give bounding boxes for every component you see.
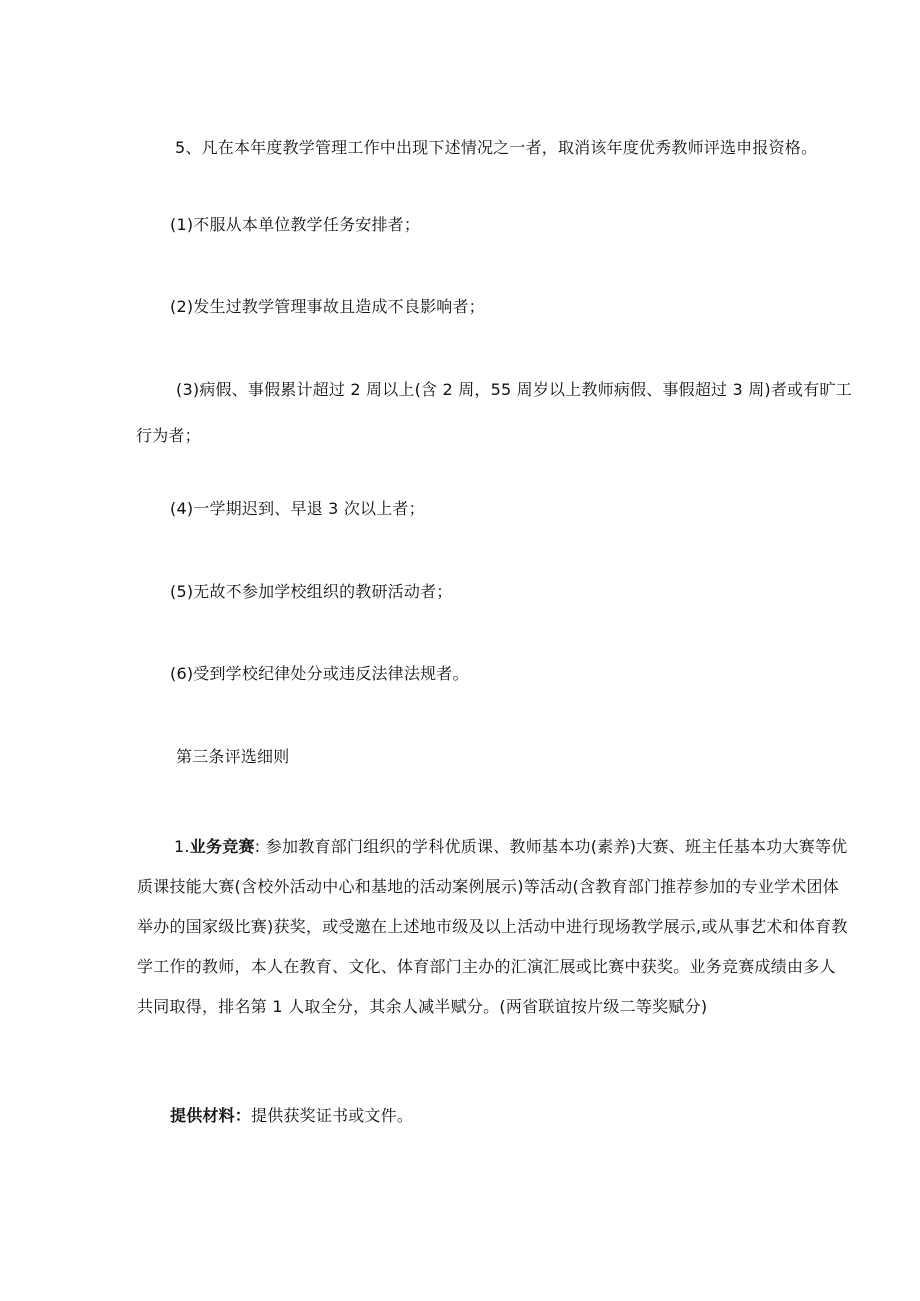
list-item-5: (5)无故不参加学校组织的教研活动者； xyxy=(170,582,453,601)
rule-1-line-2: 质课技能大赛(含校外活动中心和基地的活动案例展示)等活动(含教育部门推荐参加的专业学术团体 xyxy=(137,877,839,896)
rule-1-number: 1. xyxy=(174,837,190,856)
section-title: 第三条评选细则 xyxy=(176,747,290,766)
clause-5-paragraph: 5、凡在本年度教学管理工作中出现下述情况之一者，取消该年度优秀教师评选申报资格。 xyxy=(175,138,818,157)
rule-1-line-1 xyxy=(137,827,849,867)
list-item-6: (6)受到学校纪律处分或违反法律法规者。 xyxy=(170,664,469,683)
rule-1-line-3: 举办的国家级比赛)获奖，或受邀在上述地市级及以上活动中进行现场教学展示,或从事艺术和体育教 xyxy=(137,917,848,936)
list-item-3-line-2: 行为者； xyxy=(136,426,201,445)
rule-1-line-5: 共同取得，排名第 1 人取全分，其余人减半赋分。(两省联谊按片级二等奖赋分) xyxy=(137,997,708,1016)
rule-1-label: 业务竞赛 xyxy=(189,837,255,856)
rule-1-line-1-text: : 参加教育部门组织的学科优质课、教师基本功(素养)大赛、班主任基本功大赛等优 xyxy=(254,837,848,856)
list-item-3-line-1: (3)病假、事假累计超过 2 周以上(含 2 周，55 周岁以上教师病假、事假超过 3 周)者或有旷工 xyxy=(176,380,852,399)
list-item-1: (1)不服从本单位教学任务安排者； xyxy=(170,215,421,234)
rule-1-block xyxy=(137,827,849,1027)
rule-1-line-4: 学工作的教师，本人在教育、文化、体育部门主办的汇演汇展或比赛中获奖。业务竞赛成绩由多人 xyxy=(137,957,836,976)
list-item-4: (4)一学期迟到、早退 3 次以上者； xyxy=(170,499,425,518)
materials-label: 提供材料： xyxy=(170,1106,252,1125)
materials-paragraph xyxy=(170,1108,413,1124)
materials-text: 提供获奖证书或文件。 xyxy=(251,1106,414,1125)
list-item-2: (2)发生过教学管理事故且造成不良影响者； xyxy=(170,297,485,316)
